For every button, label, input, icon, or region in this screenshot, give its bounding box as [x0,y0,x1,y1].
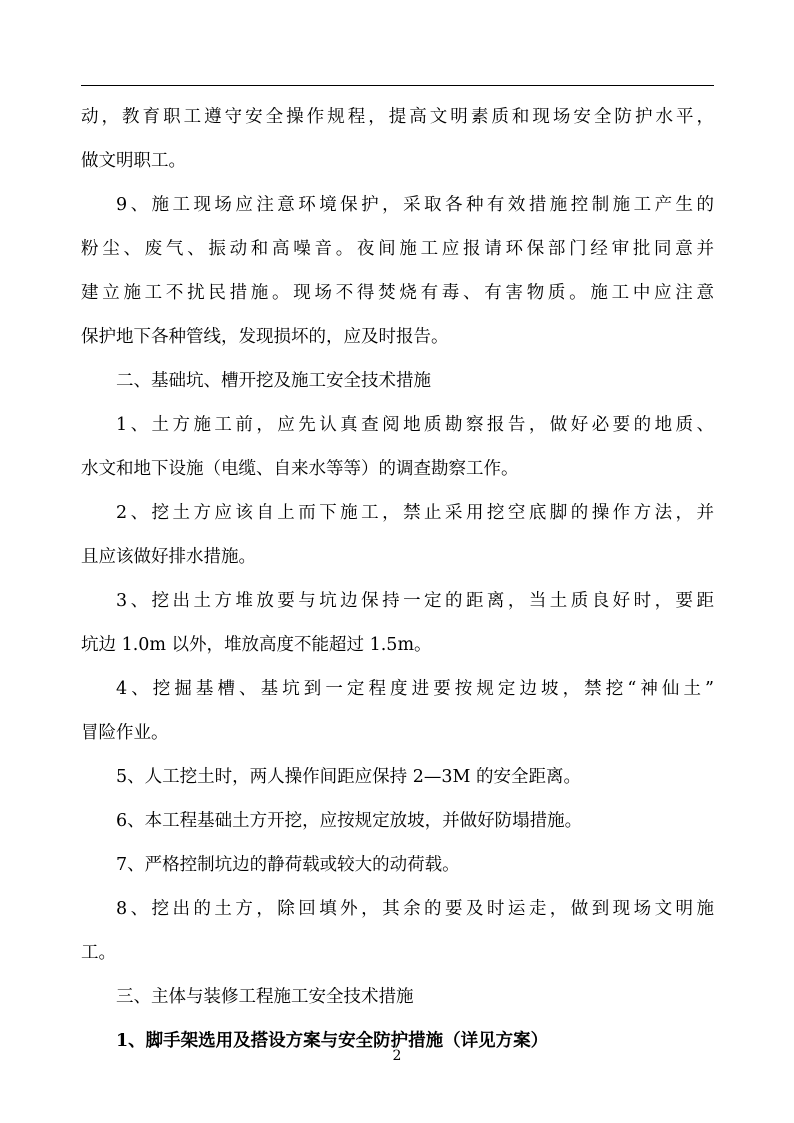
text-line: 1、脚手架选用及搭设方案与安全防护措施（详见方案） [116,1031,549,1051]
text-line: 工。 [81,943,116,963]
text-line: 动，教育职工遵守安全操作规程，提高文明素质和现场安全防护水平， [81,107,714,127]
text-line: 6、本工程基础土方开挖，应按规定放坡，并做好防塌措施。 [116,811,583,831]
text-line: 1、土方施工前，应先认真查阅地质勘察报告，做好必要的地质、 [116,415,714,435]
text-line: 冒险作业。 [81,723,169,743]
text-line: 二、基础坑、槽开挖及施工安全技术措施 [116,371,431,391]
text-line: 粉尘、废气、振动和高噪音。夜间施工应报请环保部门经审批同意并 [81,239,714,259]
text-line: 8、挖出的土方，除回填外，其余的要及时运走，做到现场文明施 [116,899,714,919]
text-line: 做文明职工。 [81,151,186,171]
text-line: 5、人工挖土时，两人操作间距应保持 2—3M 的安全距离。 [116,767,581,787]
header-rule [81,85,714,86]
text-line: 保护地下各种管线，发现损坏的，应及时报告。 [81,327,449,347]
text-line: 7、严格控制坑边的静荷载或较大的动荷载。 [116,855,460,875]
body-text [81,95,714,1063]
text-line: 水文和地下设施（电缆、自来水等等）的调查勘察工作。 [81,459,519,479]
text-line: 9、施工现场应注意环境保护，采取各种有效措施控制施工产生的 [116,195,714,215]
text-line: 且应该做好排水措施。 [81,547,256,567]
text-line: 坑边 1.0m 以外，堆放高度不能超过 1.5m。 [81,635,432,655]
text-line: 4、挖掘基槽、基坑到一定程度进要按规定边坡，禁挖“神仙土” [116,679,714,699]
text-line: 3、挖出土方堆放要与坑边保持一定的距离，当土质良好时，要距 [116,591,714,611]
text-line: 建立施工不扰民措施。现场不得焚烧有毒、有害物质。施工中应注意 [81,283,714,303]
text-line: 2、挖土方应该自上而下施工，禁止采用挖空底脚的操作方法，并 [116,503,714,523]
text-line: 三、主体与装修工程施工安全技术措施 [116,987,414,1007]
page-number: 2 [392,1048,402,1064]
